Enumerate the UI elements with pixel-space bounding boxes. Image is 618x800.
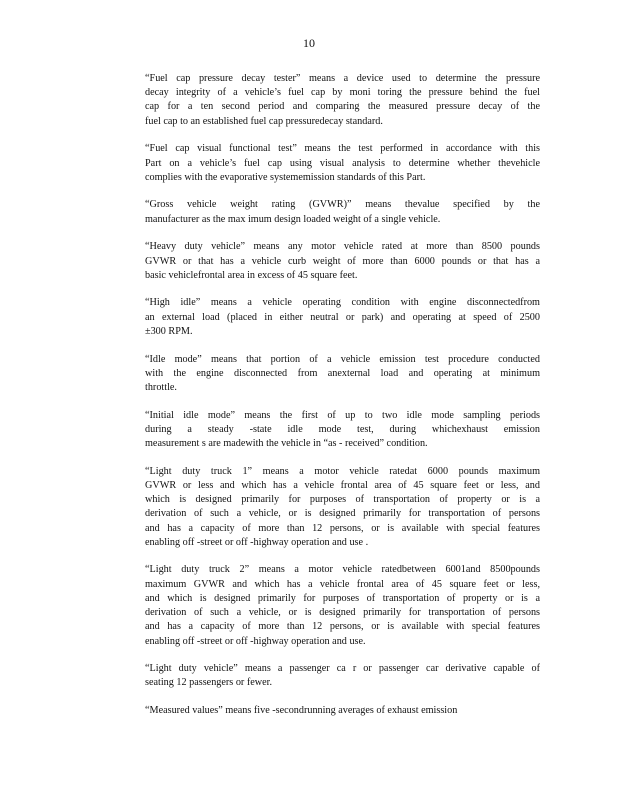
paragraph-line: enabling off -street or off -highway operation and use . [145, 536, 369, 548]
paragraph-line: decay integrity of a vehicle’s fuel cap by moni toring the pressure behind the fuel [145, 87, 540, 99]
paragraph-line: which is designed primarily for purposes of transportation of property or is a [145, 494, 540, 506]
paragraph-line: complies with the evaporative systememission standards of this Part. [145, 171, 426, 183]
paragraph-line: “Gross vehicle weight rating (GVWR)” means thevalue specified by the [145, 199, 540, 211]
page-number: 10 [303, 36, 315, 50]
paragraph-line: and has a capacity of more than 12 persons, or is available with special features [145, 522, 540, 534]
paragraph-line: basic vehiclefrontal area in excess of 45 square feet. [145, 269, 358, 281]
paragraph-line: Part on a vehicle’s fuel cap using visual analysis to determine whether thevehicle [145, 157, 540, 169]
definitions-body [145, 72, 540, 732]
definition-paragraph [145, 563, 540, 648]
paragraph-line: fuel cap to an established fuel cap pressuredecay standard. [145, 115, 383, 127]
paragraph-line: manufacturer as the max imum design loaded weight of a single vehicle. [145, 213, 441, 225]
paragraph-line: GVWR or less and which has a vehicle frontal area of 45 square feet or less, and [145, 479, 540, 491]
paragraph-line: “High idle” means a vehicle operating condition with engine disconnectedfrom [145, 297, 540, 309]
paragraph-line: cap for a ten second period and comparing the measured pressure decay of the [145, 101, 540, 113]
paragraph-line: enabling off -street or off -highway operation and use. [145, 635, 366, 647]
definition-paragraph [145, 704, 540, 718]
paragraph-line: derivation of such a vehicle, or is designed primarily for transportation of persons [145, 508, 540, 520]
paragraph-line: throttle. [145, 381, 177, 393]
paragraph-line: “Fuel cap visual functional test” means the test performed in accordance with this [145, 143, 540, 155]
definition-paragraph [145, 353, 540, 396]
definition-paragraph [145, 198, 540, 226]
paragraph-line: “Light duty truck 2” means a motor vehicle ratedbetween 6001and 8500pounds [145, 564, 540, 576]
paragraph-line: measurement s are madewith the vehicle in “as - received” condition. [145, 438, 428, 450]
paragraph-line: “Light duty truck 1” means a motor vehicle ratedat 6000 pounds maximum [145, 465, 540, 477]
paragraph-line: during a steady -state idle mode test, during whichexhaust emission [145, 423, 540, 435]
definition-paragraph [145, 409, 540, 452]
paragraph-line: derivation of such a vehicle, or is designed primarily for transportation of persons [145, 607, 540, 619]
paragraph-line: and has a capacity of more than 12 persons, or is available with special features [145, 621, 540, 633]
paragraph-line: with the engine disconnected from anexternal load and operating at minimum [145, 367, 540, 379]
definition-paragraph [145, 465, 540, 550]
paragraph-line: and which is designed primarily for purposes of transportation of property or is a [145, 592, 540, 604]
paragraph-line: “Idle mode” means that portion of a vehicle emission test procedure conducted [145, 353, 540, 365]
definition-paragraph [145, 296, 540, 339]
paragraph-line: GVWR or that has a vehicle curb weight of more than 6000 pounds or that has a [145, 255, 540, 267]
paragraph-line: “Initial idle mode” means the first of up to two idle mode sampling periods [145, 409, 540, 421]
paragraph-line: seating 12 passengers or fewer. [145, 677, 273, 689]
paragraph-line: an external load (placed in either neutral or park) and operating at speed of 2500 [145, 311, 540, 323]
paragraph-line: ±300 RPM. [145, 325, 193, 337]
paragraph-line: “Fuel cap pressure decay tester” means a device used to determine the pressure [145, 73, 540, 84]
definition-paragraph [145, 662, 540, 690]
definition-paragraph [145, 72, 540, 129]
paragraph-line: maximum GVWR and which has a vehicle frontal area of 45 square feet or less, [145, 578, 540, 590]
definition-paragraph [145, 142, 540, 185]
paragraph-line: “Light duty vehicle” means a passenger ca r or passenger car derivative capable of [145, 663, 540, 675]
paragraph-line: “Measured values” means five -secondrunning averages of exhaust emission [145, 705, 458, 717]
paragraph-line: “Heavy duty vehicle” means any motor vehicle rated at more than 8500 pounds [145, 241, 540, 253]
definition-paragraph [145, 240, 540, 283]
